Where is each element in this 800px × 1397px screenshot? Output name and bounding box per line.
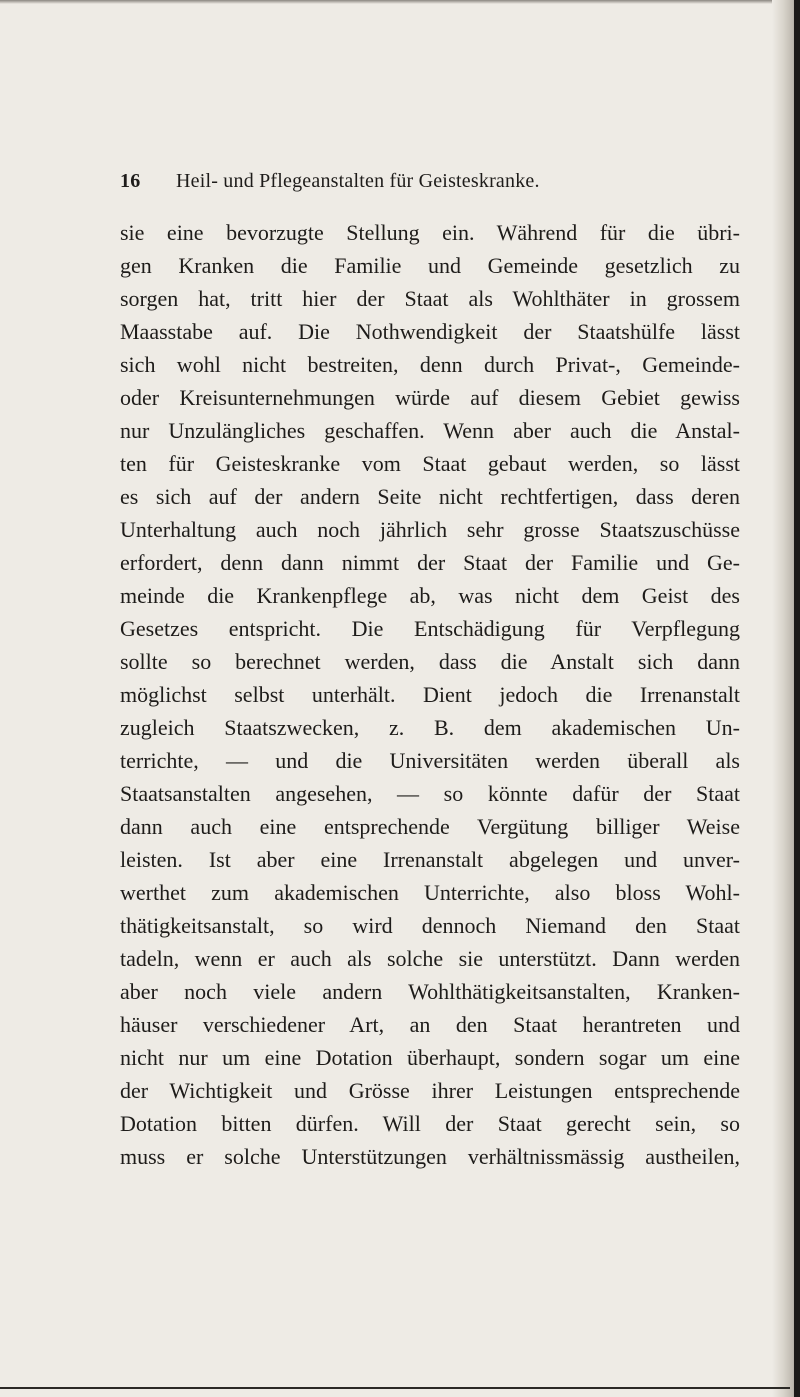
- text-line: leisten. Ist aber eine Irrenanstalt abgelegen und unver-: [120, 847, 740, 872]
- text-line: werthet zum akademischen Unterrichte, also bloss Wohl-: [120, 880, 740, 905]
- page-number: 16: [120, 170, 141, 192]
- text-line: erfordert, denn dann nimmt der Staat der Familie und Ge-: [120, 550, 740, 575]
- text-line: dann auch eine entsprechende Vergütung billiger Weise: [120, 814, 740, 839]
- text-line: möglichst selbst unterhält. Dient jedoch die Irrenanstalt: [120, 682, 740, 707]
- page-top-edge: [0, 0, 800, 4]
- running-title: Heil- und Pflegeanstalten für Geisteskranke.: [176, 170, 540, 192]
- text-line: meinde die Krankenpflege ab, was nicht dem Geist des: [120, 583, 740, 608]
- text-line: aber noch viele andern Wohlthätigkeitsanstalten, Kranken-: [120, 979, 740, 1004]
- text-line: oder Kreisunternehmungen würde auf diesem Gebiet gewiss: [120, 385, 740, 410]
- text-line: terrichte, — und die Universitäten werden überall als: [120, 748, 740, 773]
- text-line: thätigkeitsanstalt, so wird dennoch Niemand den Staat: [120, 913, 740, 938]
- text-line: sich wohl nicht bestreiten, denn durch Privat-, Gemeinde-: [120, 352, 740, 377]
- text-line: muss er solche Unterstützungen verhältnissmässig austheilen,: [120, 1144, 740, 1169]
- text-line: nur Unzulängliches geschaffen. Wenn aber auch die Anstal-: [120, 418, 740, 443]
- book-binding-edge: [772, 0, 800, 1397]
- text-line: Gesetzes entspricht. Die Entschädigung für Verpflegung: [120, 616, 740, 641]
- text-line: Maasstabe auf. Die Nothwendigkeit der Staatshülfe lässt: [120, 319, 740, 344]
- body-paragraph: [120, 216, 740, 1173]
- text-line: häuser verschiedener Art, an den Staat herantreten und: [120, 1012, 740, 1037]
- text-line: es sich auf der andern Seite nicht rechtfertigen, dass deren: [120, 484, 740, 509]
- text-line: zugleich Staatszwecken, z. B. dem akademischen Un-: [120, 715, 740, 740]
- page-bottom-edge: [0, 1387, 790, 1389]
- text-line: sorgen hat, tritt hier der Staat als Wohlthäter in grossem: [120, 286, 740, 311]
- text-line: sollte so berechnet werden, dass die Anstalt sich dann: [120, 649, 740, 674]
- text-line: Unterhaltung auch noch jährlich sehr grosse Staatszuschüsse: [120, 517, 740, 542]
- text-line: ten für Geisteskranke vom Staat gebaut werden, so lässt: [120, 451, 740, 476]
- text-line: Staatsanstalten angesehen, — so könnte dafür der Staat: [120, 781, 740, 806]
- text-line: nicht nur um eine Dotation überhaupt, sondern sogar um eine: [120, 1045, 740, 1070]
- text-line: sie eine bevorzugte Stellung ein. Während für die übri-: [120, 220, 740, 245]
- text-line: Dotation bitten dürfen. Will der Staat gerecht sein, so: [120, 1111, 740, 1136]
- text-line: tadeln, wenn er auch als solche sie unterstützt. Dann werden: [120, 946, 740, 971]
- text-line: der Wichtigkeit und Grösse ihrer Leistungen entsprechende: [120, 1078, 740, 1103]
- binding-shadow: [794, 0, 800, 1397]
- page-header: [120, 166, 760, 196]
- text-line: gen Kranken die Familie und Gemeinde gesetzlich zu: [120, 253, 740, 278]
